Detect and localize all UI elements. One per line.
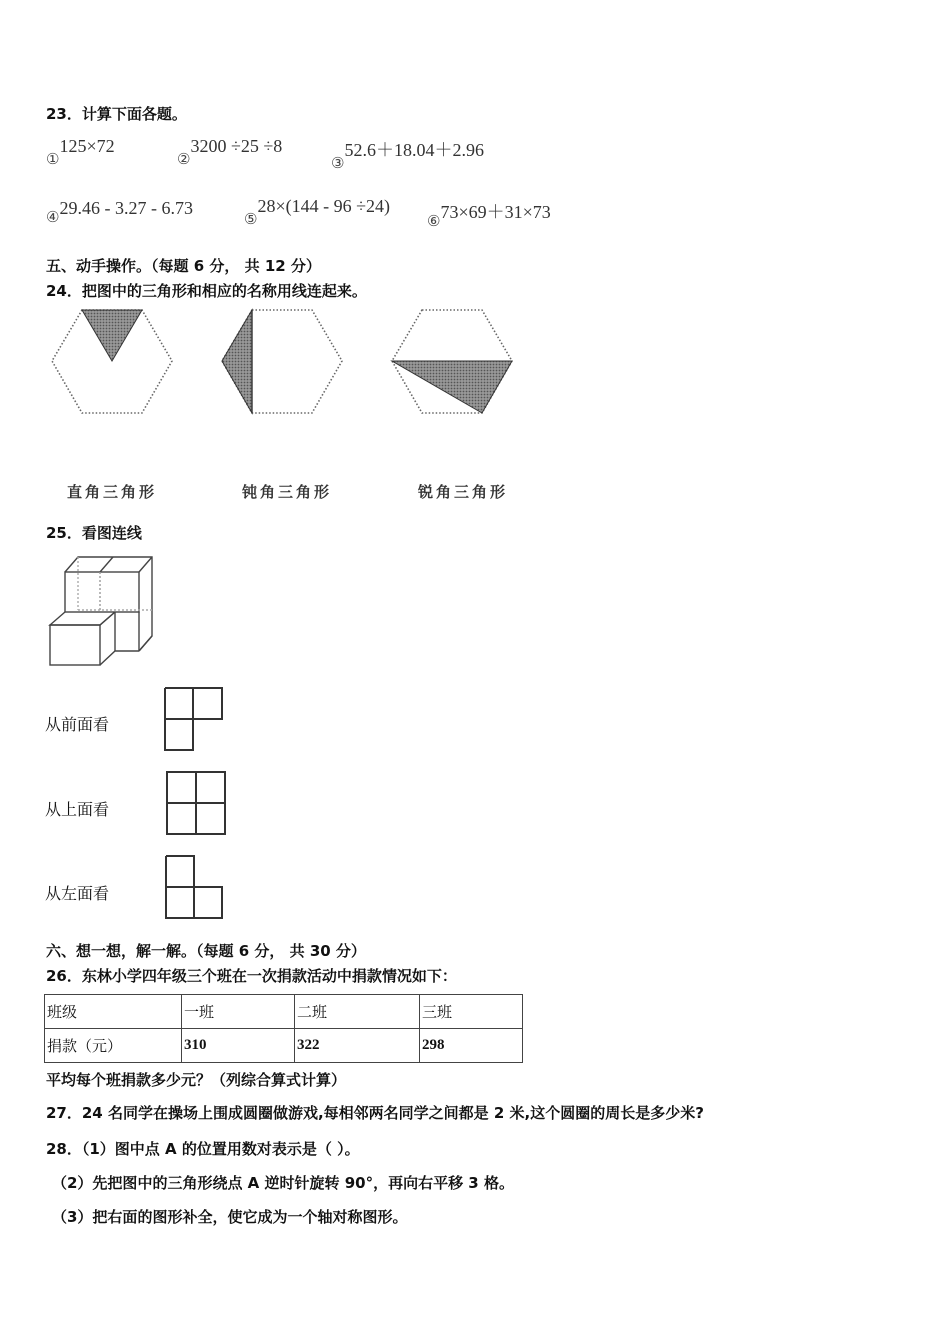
table-cell: 一班: [182, 995, 295, 1029]
q24-title: 24．把图中的三角形和相应的名称用线连起来。: [46, 282, 367, 300]
stacked-cubes: [50, 557, 152, 665]
section-6-title: 六、想一想，解一解。（每题 6 分， 共 30 分）: [46, 942, 366, 960]
table-cell: 三班: [420, 995, 523, 1029]
table-row: [45, 1029, 523, 1063]
q26-title: 26．东林小学四年级三个班在一次捐款活动中捐款情况如下：: [46, 967, 457, 985]
expression: 52.6＋18.04＋2.96: [344, 140, 484, 160]
item-number: ①: [46, 150, 60, 168]
expression: 73×69＋31×73: [440, 202, 551, 222]
label-acute-triangle: 锐角三角形: [418, 483, 509, 501]
label-right-triangle: 直角三角形: [67, 483, 158, 501]
expression: 3200 ÷25 ÷8: [190, 136, 283, 156]
view-top-label: 从上面看: [45, 800, 110, 819]
q27-text: 27．24 名同学在操场上围成圆圈做游戏,每相邻两名同学之间都是 2 米,这个圆圈的周长是多少米?: [46, 1104, 704, 1122]
q23-title: 23．计算下面各题。: [46, 105, 187, 123]
table-cell: 二班: [295, 995, 420, 1029]
expression: 125×72: [59, 136, 115, 156]
item-number: ④: [46, 208, 60, 226]
label-obtuse-triangle: 钝角三角形: [242, 483, 333, 501]
view-front-label: 从前面看: [45, 715, 110, 734]
top-view-shape: [167, 772, 225, 834]
expression: 28×(144 - 96 ÷24): [257, 196, 390, 216]
donation-table: [44, 994, 523, 1063]
table-row: [45, 995, 523, 1029]
view-left-label: 从左面看: [45, 884, 110, 903]
q28-part1: 28．（1）图中点 A 的位置用数对表示是（ ）。: [46, 1140, 360, 1158]
section-5-title: 五、动手操作。（每题 6 分， 共 12 分）: [46, 257, 321, 275]
table-cell: 班级: [45, 995, 182, 1029]
q28-part3: （3）把右面的图形补全，使它成为一个轴对称图形。: [52, 1208, 408, 1226]
table-cell: 310: [182, 1029, 295, 1063]
expression: 29.46 - 3.27 - 6.73: [59, 198, 193, 218]
front-view-shape: [165, 688, 222, 750]
q28-part2: （2）先把图中的三角形绕点 A 逆时针旋转 90°，再向右平移 3 格。: [52, 1174, 514, 1192]
table-cell: 捐款（元）: [45, 1029, 182, 1063]
table-cell: 298: [420, 1029, 523, 1063]
item-number: ⑥: [427, 212, 441, 230]
item-number: ⑤: [244, 210, 258, 228]
item-number: ②: [177, 150, 191, 168]
item-number: ③: [331, 154, 345, 172]
left-view-shape: [166, 856, 222, 918]
q26-question: 平均每个班捐款多少元？（列综合算式计算）: [46, 1071, 347, 1089]
q25-title: 25．看图连线: [46, 524, 142, 542]
table-cell: 322: [295, 1029, 420, 1063]
